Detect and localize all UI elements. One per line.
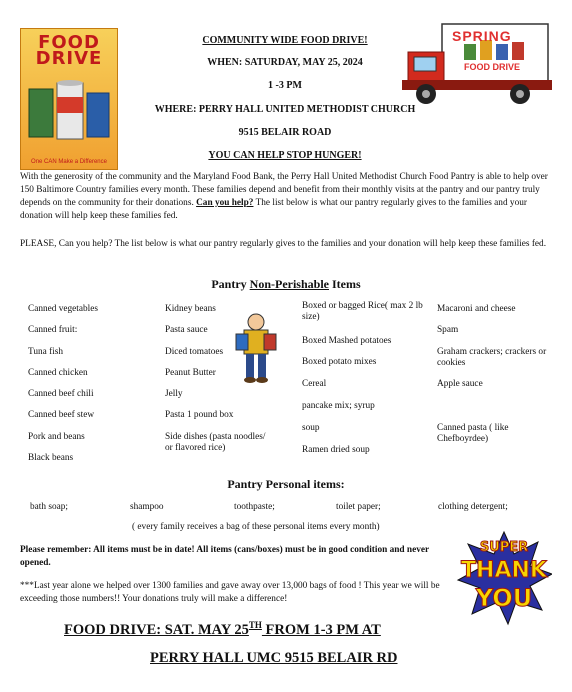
col1-item: Tuna fish	[28, 347, 64, 357]
personal-note: ( every family receives a bag of these personal items every month)	[132, 522, 380, 532]
event-address: 9515 BELAIR ROAD	[238, 127, 332, 138]
col3-item: Cereal	[302, 379, 327, 389]
event-slogan: YOU CAN HELP STOP HUNGER!	[208, 150, 362, 161]
nonperishable-heading-prefix: Pantry	[211, 277, 250, 291]
col2-item: Peanut Butter	[165, 368, 216, 378]
footer-line1-b: FROM 1-3 PM AT	[261, 621, 381, 638]
volunteer-mascot-icon	[232, 310, 280, 384]
col3-item: Boxed potato mixes	[302, 357, 377, 367]
event-when: WHEN: SATURDAY, MAY 25, 2024	[207, 57, 363, 68]
thanks-super: SUPER	[479, 540, 529, 555]
personal-item: clothing detergent;	[438, 502, 508, 512]
nonperishable-heading-suffix: Items	[329, 277, 361, 291]
col1-item: Black beans	[28, 453, 74, 463]
footer-line1-a: FOOD DRIVE: SAT. MAY 25	[64, 621, 249, 638]
footer-line2: PERRY HALL UMC 9515 BELAIR RD	[150, 650, 398, 666]
col1-item: Canned vegetables	[28, 304, 98, 314]
col4-item: Apple sauce	[437, 379, 483, 389]
poster-footer: One CAN Make a Difference	[31, 159, 107, 165]
intro-text: With the generosity of the community and the Maryland Food Bank, the Perry Hall United Methodist Church Food Pantry is able to help over 150 Baltimore Country families every month. These families depend and benefit from their monthly visits at the pantry and our pantry truly depends on the community for their donations.	[20, 172, 548, 208]
col1-item: Canned beef stew	[28, 410, 95, 420]
col4-item: Macaroni and cheese	[437, 304, 516, 314]
col4-item: Canned pasta ( like Chefboyrdee)	[437, 423, 509, 444]
intro-paragraph	[20, 171, 552, 223]
food-drive-truck	[402, 22, 552, 112]
col3-item: soup	[302, 423, 320, 433]
truck-sign-spring: SPRING	[452, 28, 512, 44]
col1-item: Canned fruit:	[28, 325, 78, 335]
col2-item: Diced tomatoes	[165, 347, 224, 357]
col1-item: Canned chicken	[28, 368, 88, 378]
col2-item: Side dishes (pasta noodles/ or flavored rice)	[165, 432, 266, 453]
col3-item: Boxed or bagged Rice( max 2 lb size)	[302, 301, 423, 322]
col1-item: Canned beef chili	[28, 389, 94, 399]
personal-item: toothpaste;	[234, 502, 275, 512]
personal-item: toilet paper;	[336, 502, 381, 512]
event-time: 1 -3 PM	[268, 80, 302, 91]
personal-heading: Pantry Personal items:	[227, 477, 345, 491]
footer-line1	[64, 620, 381, 639]
col3-item: Boxed Mashed potatoes	[302, 336, 392, 346]
footer-line1-sup: TH	[248, 620, 262, 630]
col2-item: Jelly	[165, 389, 183, 399]
col4-item: Spam	[437, 325, 459, 335]
col3-item: Ramen dried soup	[302, 445, 370, 455]
thanks-thank: THANK	[461, 558, 547, 583]
thanks-you: YOU	[475, 584, 533, 612]
event-title: COMMUNITY WIDE FOOD DRIVE!	[202, 35, 368, 46]
canned-goods-icon	[21, 69, 117, 169]
please-paragraph: PLEASE, Can you help? The list below is what our pantry regularly gives to the families and your donation will help keep these families fed.	[20, 239, 547, 249]
col1-item: Pork and beans	[28, 432, 85, 442]
personal-item: shampoo	[130, 502, 164, 512]
super-thank-you-graphic	[456, 530, 552, 626]
food-drive-poster	[20, 28, 118, 170]
col2-item: Pasta sauce	[165, 325, 208, 335]
event-where: WHERE: PERRY HALL UNITED METHODIST CHURCH	[154, 104, 416, 115]
col4-item: Graham crackers; crackers or cookies	[437, 347, 547, 368]
poster-title-line1: FOOD	[38, 32, 100, 53]
nonperishable-heading-underlined: Non-Perishable	[249, 277, 329, 291]
col3-item: pancake mix; syrup	[302, 401, 375, 411]
intro-rest: The list below is what our pantry regularly gives to the families and your donation will help keep these families fed.	[20, 198, 527, 221]
poster-title-line2: DRIVE	[35, 48, 103, 69]
personal-item: bath soap;	[30, 502, 68, 512]
nonperishable-heading	[0, 277, 572, 292]
col2-item: Kidney beans	[165, 304, 216, 314]
last-year-note: ***Last year alone we helped over 1300 families and gave away over 13,000 bags of food ! This year we will be exceeding those numbers!! Your donations truly will make a difference!	[20, 581, 440, 604]
truck-sign-food-drive: FOOD DRIVE	[464, 62, 521, 72]
poster-title	[21, 32, 117, 69]
col2-item: Pasta 1 pound box	[165, 410, 234, 420]
remember-note: Please remember: All items must be in date! All items (cans/boxes) must be in good condition and never opened.	[20, 545, 429, 568]
intro-ask: Can you help?	[196, 198, 254, 208]
